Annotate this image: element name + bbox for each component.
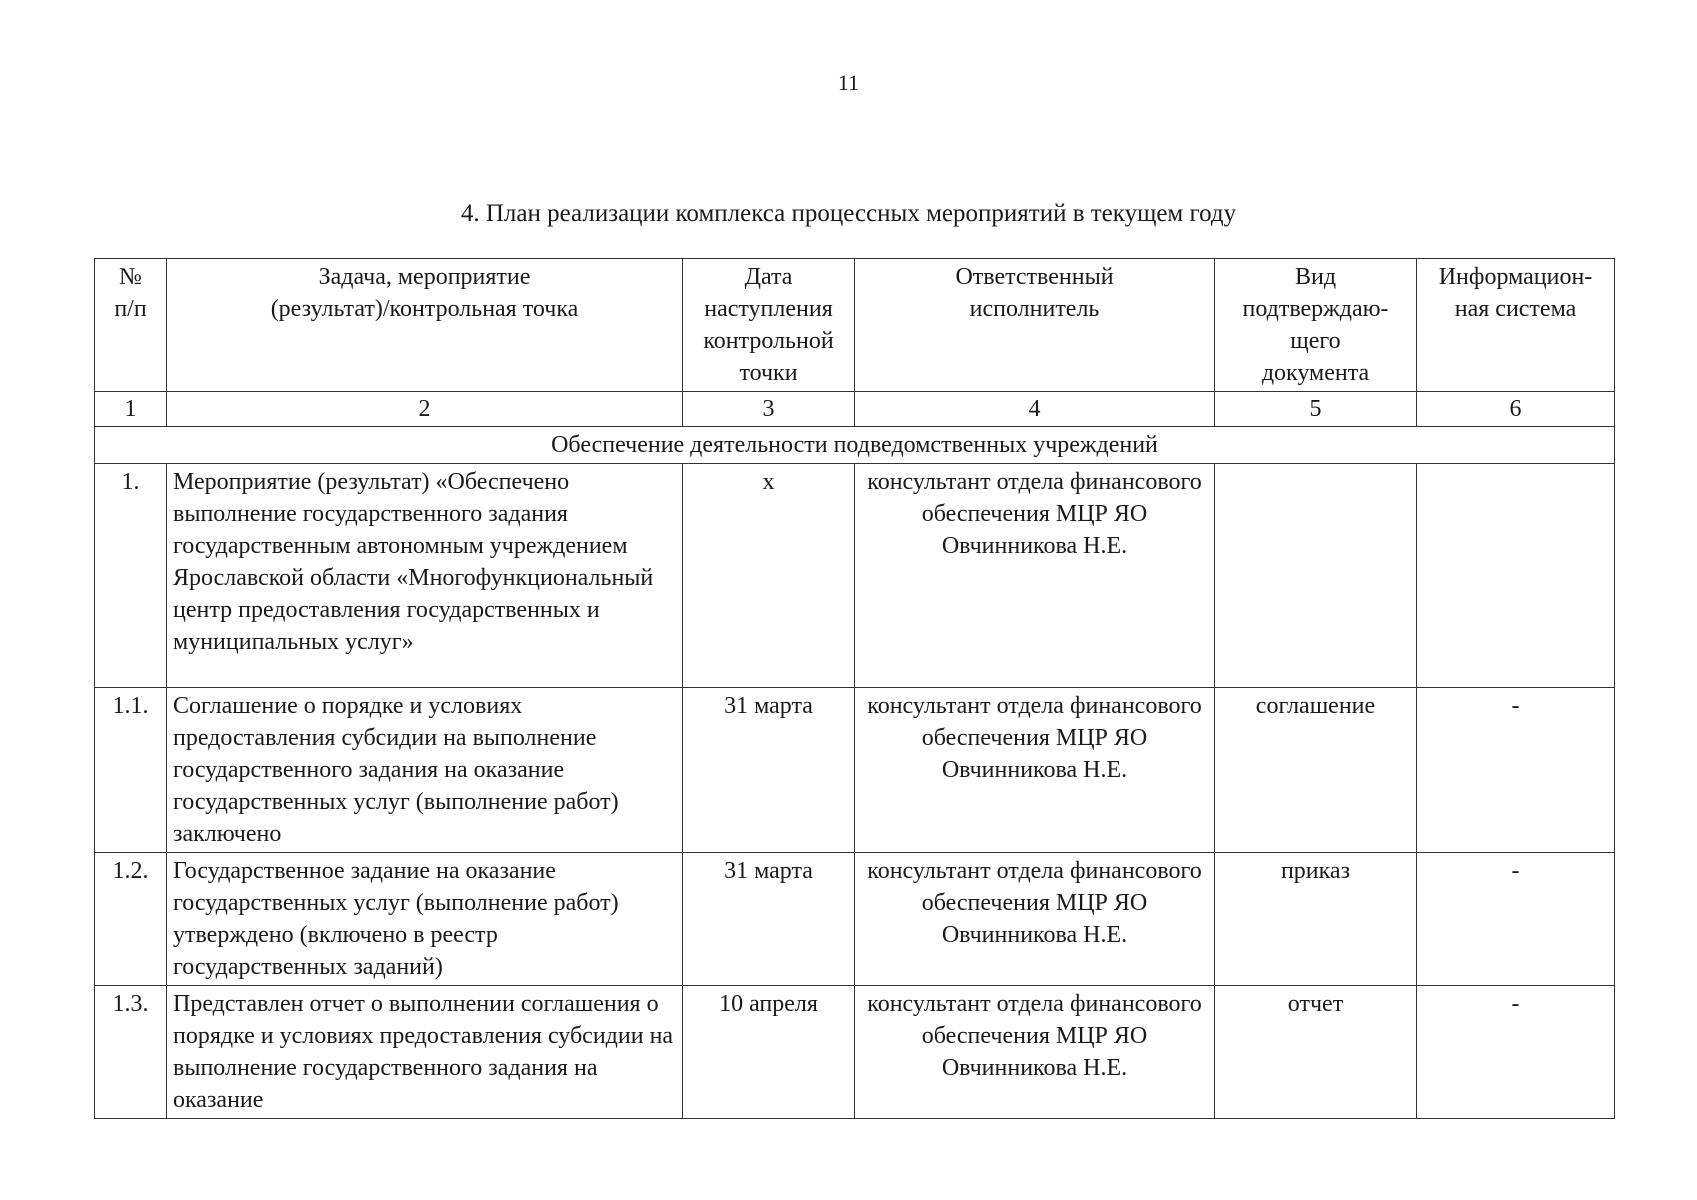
row-document: отчет [1215,986,1417,1119]
row-system [1417,464,1615,688]
column-number-row [95,392,1615,427]
row-document: соглашение [1215,688,1417,853]
row-number: 1.1. [95,688,167,853]
header-task: Задача, мероприятие (результат)/контрольная точка [167,259,683,392]
row-responsible: консультант отдела финансового обеспечения МЦР ЯО Овчинникова Н.Е. [855,853,1215,986]
table-header-row [95,259,1615,392]
row-date: 10 апреля [683,986,855,1119]
table-row [95,853,1615,986]
section-row [95,427,1615,464]
section-label: Обеспечение деятельности подведомственных учреждений [95,427,1615,464]
row-document: приказ [1215,853,1417,986]
row-number: 1.2. [95,853,167,986]
header-responsible: Ответственный исполнитель [855,259,1215,392]
row-system: - [1417,986,1615,1119]
row-task: Мероприятие (результат) «Обеспечено выполнение государственного задания государственным автономным учреждением Ярославской области «Многофункциональный центр предоставления государственных и муниципальных услуг» [167,464,683,688]
page-number: 11 [837,70,860,95]
row-responsible: консультант отдела финансового обеспечения МЦР ЯО Овчинникова Н.Е. [855,464,1215,688]
header-document: Вид подтверждаю- щего документа [1215,259,1417,392]
row-date: х [683,464,855,688]
plan-table [94,258,1615,1119]
row-responsible: консультант отдела финансового обеспечения МЦР ЯО Овчинникова Н.Е. [855,688,1215,853]
row-task: Соглашение о порядке и условиях предоставления субсидии на выполнение государственного задания на оказание государственных услуг (выполнение работ) заключено [167,688,683,853]
row-number: 1.3. [95,986,167,1119]
column-number: 2 [167,392,683,427]
column-number: 1 [95,392,167,427]
table-row [95,986,1615,1119]
column-number: 6 [1417,392,1615,427]
row-task: Государственное задание на оказание государственных услуг (выполнение работ) утверждено (включено в реестр государственных заданий) [167,853,683,986]
header-system: Информацион- ная система [1417,259,1615,392]
column-number: 4 [855,392,1215,427]
row-date: 31 марта [683,688,855,853]
column-number: 5 [1215,392,1417,427]
table-row [95,464,1615,688]
row-responsible: консультант отдела финансового обеспечения МЦР ЯО Овчинникова Н.Е. [855,986,1215,1119]
row-date: 31 марта [683,853,855,986]
row-document [1215,464,1417,688]
row-system: - [1417,688,1615,853]
row-task: Представлен отчет о выполнении соглашения о порядке и условиях предоставления субсидии на выполнение государственного задания на оказание [167,986,683,1119]
column-number: 3 [683,392,855,427]
header-date: Дата наступления контрольной точки [683,259,855,392]
row-system: - [1417,853,1615,986]
header-number: № п/п [95,259,167,392]
table-row [95,688,1615,853]
section-title: 4. План реализации комплекса процессных мероприятий в текущем году [460,200,1237,227]
row-number: 1. [95,464,167,688]
